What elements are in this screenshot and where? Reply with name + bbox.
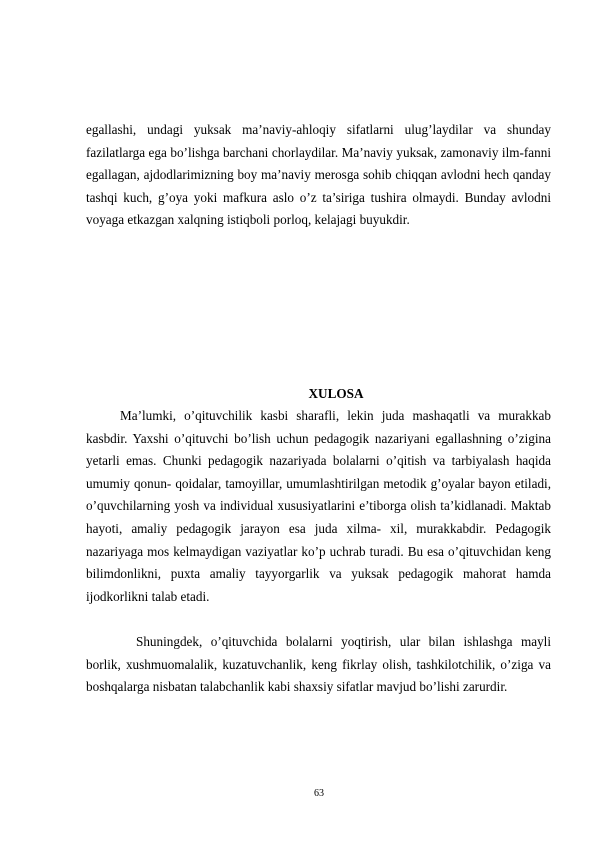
- conclusion-paragraph-1: Ma’lumki, o’qituvchilik kasbi sharafli, lekin juda mashaqatli va murakkab kasbdir. Yaxshi o’qituvchi bo’lish uchun pedagogik nazariyani egallashning o’zigina yetarli emas. Chunki pedagogik nazariyada bolalarni o’qitish va tarbiyalash haqida umumiy qonun- qoidalar, tamoyillar, umumlashtirilgan metodik g’oyalar bayon etiladi, o’quvchilarning yosh va individual xususiyatlarini e’tiborga olish ta’kidlanadi. Maktab hayoti, amaliy pedagogik jarayon esa juda xilma- xil, murakkabdir. Pedagogik nazariyaga mos kelmaydigan vaziyatlar ko’p uchrab turadi. Bu esa o’qituvchidan keng bilimdonlikni, puxta amaliy tayyorgarlik va yuksak pedagogik mahorat hamda ijodkorlikni talab etadi.: [86, 408, 551, 604]
- section-heading: XULOSA: [308, 386, 364, 401]
- conclusion-paragraph-2: Shuningdek, o’qituvchida bolalarni yoqtirish, ular bilan ishlashga mayli borlik, xushmuomalalik, kuzatuvchanlik, keng fikrlay olish, tashkilotchilik, o’ziga va boshqalarga nisbatan talabchanlik kabi shaxsiy sifatlar mavjud bo’lishi zarurdir.: [86, 634, 551, 695]
- page-number: 63: [314, 788, 324, 799]
- intro-paragraph: egallashi, undagi yuksak ma’naviy-ahloqiy sifatlarni ulug’laydilar va shunday fazilatlarga ega bo’lishga barchani chorlaydilar. Ma’naviy yuksak, zamonaviy ilm-fanni egallagan, ajdodlarimizning boy ma’naviy merosga sohib chiqqan avlodni hech qanday tashqi kuch, g’oya yoki mafkura aslo o’z ta’siriga tushira olmaydi. Bunday avlodni voyaga etkazgan xalqning istiqboli porloq, kelajagi buyukdir.: [86, 122, 551, 228]
